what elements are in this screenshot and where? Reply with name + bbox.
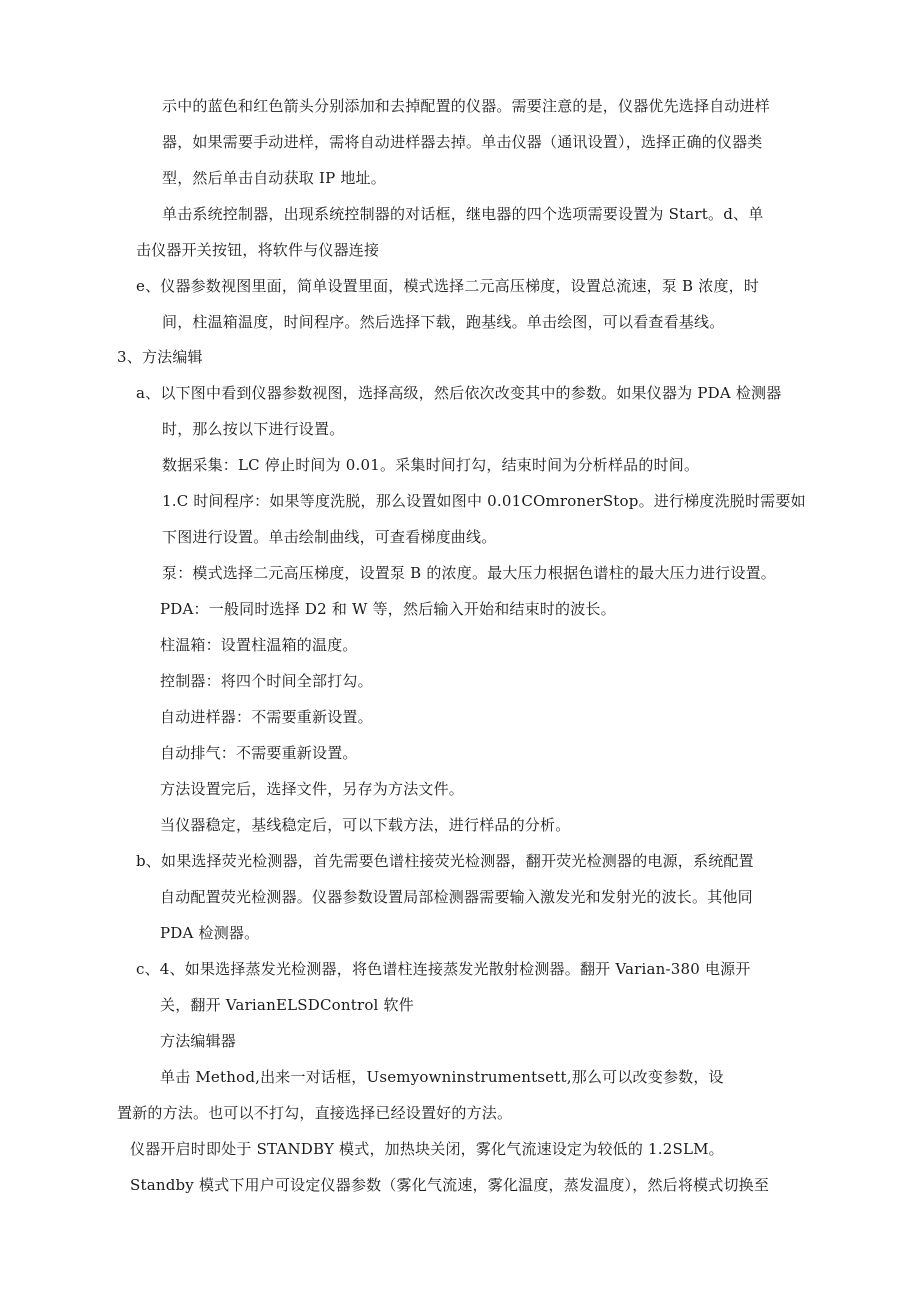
text-line: 控制器：将四个时间全部打勾。 — [160, 672, 373, 690]
text-line: 泵：模式选择二元高压梯度，设置泵 B 的浓度。最大压力根据色谱柱的最大压力进行设置。 — [162, 564, 776, 582]
text-line: e、仪器参数视图里面，简单设置里面，模式选择二元高压梯度，设置总流速，泵 B 浓度，时 — [136, 277, 760, 295]
text-line: 时，那么按以下进行设置。 — [162, 420, 345, 438]
text-line: 置新的方法。也可以不打勾，直接选择已经设置好的方法。 — [117, 1104, 513, 1122]
text-line: a、以下图中看到仪器参数视图，选择高级，然后依次改变其中的参数。如果仪器为 PDA 检测器 — [136, 384, 782, 402]
text-line: 器，如果需要手动进样，需将自动进样器去掉。单击仪器（通讯设置），选择正确的仪器类 — [162, 133, 763, 151]
text-line: 关，翻开 VarianELSDControl 软件 — [160, 996, 414, 1014]
text-line: c、4、如果选择蒸发光检测器，将色谱柱连接蒸发光散射检测器。翻开 Varian-380 电源开 — [136, 960, 751, 978]
text-line: 柱温箱：设置柱温箱的温度。 — [160, 636, 358, 654]
text-line: 自动进样器：不需要重新设置。 — [160, 708, 373, 726]
text-line: 型，然后单击自动获取 IP 地址。 — [162, 169, 386, 187]
text-line: 间，柱温箱温度，时间程序。然后选择下载，跑基线。单击绘图，可以看查看基线。 — [162, 313, 725, 331]
text-line: 方法编辑器 — [160, 1032, 237, 1050]
text-line: 自动排气：不需要重新设置。 — [160, 744, 358, 762]
text-line: 单击 Method,出来一对话框，Usemyowninstrumentsett,那么可以改变参数，设 — [160, 1068, 724, 1086]
section-heading: 3、方法编辑 — [117, 348, 203, 366]
text-line: 仪器开启时即处于 STANDBY 模式，加热块关闭，雾化气流速设定为较低的 1.2SLM。 — [130, 1140, 724, 1158]
text-line: 示中的蓝色和红色箭头分别添加和去掉配置的仪器。需要注意的是，仪器优先选择自动进样 — [162, 97, 771, 115]
text-line: 自动配置荧光检测器。仪器参数设置局部检测器需要输入激发光和发射光的波长。其他同 — [160, 888, 753, 906]
text-line: 单击系统控制器，出现系统控制器的对话框，继电器的四个选项需要设置为 Start。d、单 — [162, 205, 764, 223]
text-line: 1.C 时间程序：如果等度洗脱，那么设置如图中 0.01COmronerStop。进行梯度洗脱时需要如 — [162, 492, 806, 510]
text-line: 当仪器稳定，基线稳定后，可以下载方法，进行样品的分析。 — [160, 816, 571, 834]
text-line: 下图进行设置。单击绘制曲线，可查看梯度曲线。 — [162, 528, 497, 546]
text-line: 击仪器开关按钮，将软件与仪器连接 — [136, 241, 380, 259]
text-line: Standby 模式下用户可设定仪器参数（雾化气流速，雾化温度，蒸发温度），然后将模式切换至 — [130, 1176, 770, 1194]
text-line: PDA 检测器。 — [160, 924, 260, 942]
text-line: 数据采集：LC 停止时间为 0.01。采集时间打勾，结束时间为分析样品的时间。 — [162, 456, 700, 474]
text-line: b、如果选择荧光检测器，首先需要色谱柱接荧光检测器，翻开荧光检测器的电源，系统配置 — [136, 852, 754, 870]
text-line: PDA：一般同时选择 D2 和 W 等，然后输入开始和结束时的波长。 — [160, 600, 616, 618]
text-line: 方法设置完后，选择文件，另存为方法文件。 — [160, 780, 465, 798]
